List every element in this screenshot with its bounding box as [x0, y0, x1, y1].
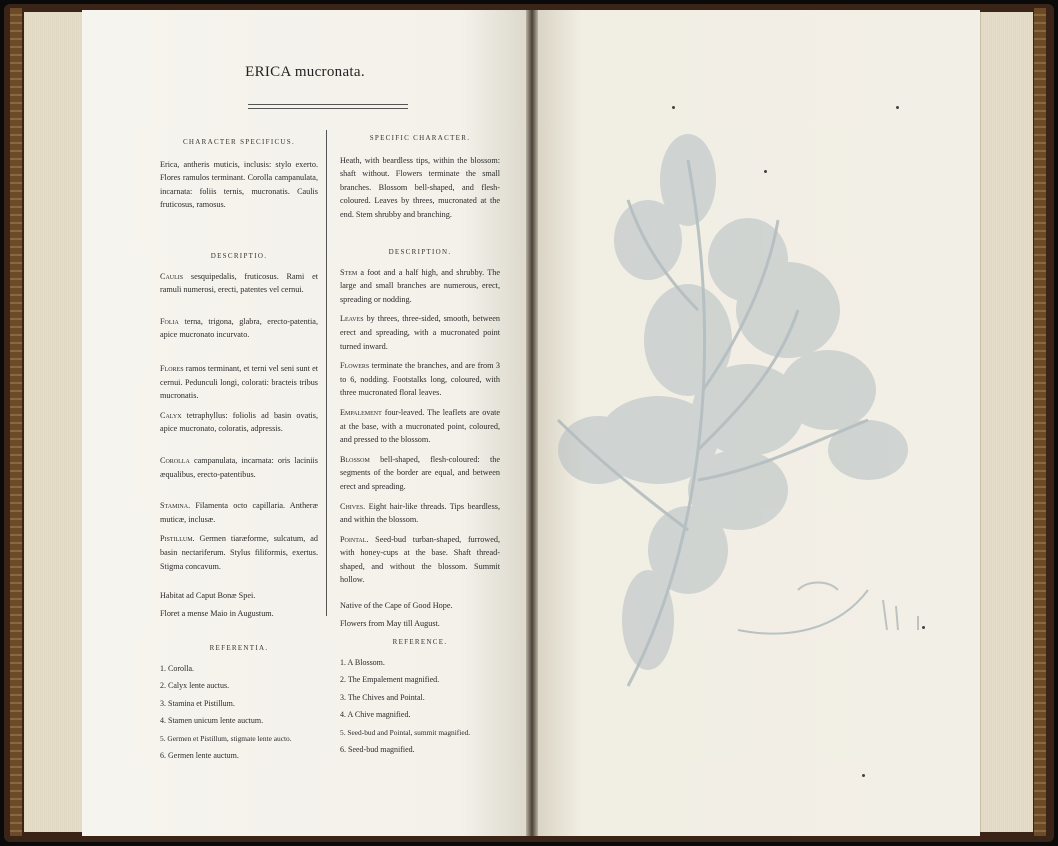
latin-folia-term: Folia: [160, 316, 179, 326]
plate-page: [538, 10, 980, 836]
english-flowering: Flowers from May till August.: [340, 618, 440, 628]
english-pointal-term: Pointal.: [340, 534, 369, 544]
latin-calyx-term: Calyx: [160, 410, 182, 420]
text-page: [82, 10, 528, 836]
foxing-spot: [862, 774, 865, 777]
latin-stamina-term: Stamina.: [160, 501, 191, 511]
english-character-text: Heath, with beardless tips, within the blossom: shaft without. Flowers terminate the small branches. Blossom bell-shaped, and flesh-coloured. Leaves by threes, mucronated at the end. Stem shrubby and branching.: [340, 155, 500, 219]
latin-character-heading: CHARACTER SPECIFICUS.: [182, 138, 296, 146]
english-description-block: [340, 246, 500, 630]
english-character-heading: SPECIFIC CHARACTER.: [369, 134, 471, 142]
foxing-spot: [922, 626, 925, 629]
latin-pistillum: [160, 532, 318, 573]
english-leaves: [340, 312, 500, 353]
latin-flores: [160, 362, 318, 403]
book-gutter: [526, 10, 538, 836]
latin-ref-item: 5. Germen et Pistillum, stigmate lente aucto.: [160, 733, 292, 743]
english-ref-item: 6. Seed-bud magnified.: [340, 745, 415, 755]
english-empalement-term: Empalement: [340, 407, 382, 417]
latin-description-block: [160, 250, 318, 620]
latin-stamina: [160, 499, 318, 526]
english-ref-item: 3. The Chives and Pointal.: [340, 692, 425, 702]
column-divider: [326, 130, 327, 616]
english-stem-term: Stem: [340, 267, 358, 277]
english-ref-item: 2. The Empalement magnified.: [340, 675, 440, 685]
english-blossom: [340, 453, 500, 494]
heath-branch-illustration-icon: [538, 10, 980, 836]
latin-reference-block: [160, 642, 318, 767]
page-title: ERICA mucronata.: [245, 64, 365, 80]
latin-ref-item: 2. Calyx lente auctus.: [160, 681, 230, 691]
english-leaves-text: by threes, three-sided, smooth, between erect and spreading, with a mucronated point turned inward.: [340, 314, 500, 351]
latin-flores-text: ramos terminant, et terni vel seni sunt et cernui. Pedunculi longi, colorati: bracteis tribus mucronatis.: [160, 363, 318, 401]
latin-calyx-text: tetraphyllus: foliolis ad basin ovatis, apice mucronato, coloratis, adpressis.: [160, 410, 318, 434]
latin-corolla-term: Corolla: [160, 455, 190, 465]
book-spine-edge-right: [1034, 8, 1046, 836]
latin-calyx: [160, 409, 318, 436]
english-empalement-text: four-leaved. The leaflets are ovate at the base, with a mucronated point, coloured, and pressed to the blossom.: [340, 407, 500, 445]
english-ref-list: [340, 656, 500, 761]
english-description-heading: DESCRIPTION.: [388, 248, 452, 256]
latin-flores-term: Flores: [160, 363, 184, 373]
english-pointal-text: Seed-bud turban-shaped, furrowed, with honey-cups at the base. Shaft thread-shaped, and without the blossom. Summit hollow.: [340, 534, 500, 585]
latin-ref-heading: REFERENTIA.: [209, 644, 269, 652]
book-spine-edge-left: [10, 8, 22, 836]
latin-caulis-term: Caulis: [160, 271, 184, 281]
title-rule: [248, 104, 408, 109]
latin-ref-item: 6. Germen lente auctum.: [160, 751, 239, 761]
latin-ref-item: 4. Stamen unicum lente auctum.: [160, 716, 264, 726]
english-pointal: [340, 533, 500, 587]
english-reference-block: [340, 636, 500, 761]
english-flowers-term: Flowers: [340, 361, 370, 371]
latin-character-text: Erica, antheris muticis, inclusis: stylo exerto. Flores ramulos terminant. Corolla campanulata, incarnata: foliis ternis, mucronatis. Caulis fruticosus, ramosus.: [160, 159, 318, 210]
english-flowers: [340, 359, 500, 400]
english-ref-item: 5. Seed-bud and Pointal, summit magnified.: [340, 727, 471, 737]
latin-habitat: Habitat ad Caput Bonæ Spei.: [160, 591, 256, 601]
latin-caulis: [160, 270, 318, 297]
foxing-spot: [672, 106, 675, 109]
latin-caulis-text: sesquipedalis, fruticosus. Rami et ramuli numerosi, erecti, patentes vel cernui.: [160, 271, 318, 295]
english-leaves-term: Leaves: [340, 314, 364, 324]
latin-corolla: [160, 454, 318, 481]
latin-descriptio-heading: DESCRIPTIO.: [210, 252, 268, 260]
latin-ref-item: 1. Corolla.: [160, 663, 194, 673]
latin-corolla-text: campanulata, incarnata: oris laciniis æqualibus, erecto-patentibus.: [160, 455, 318, 479]
english-ref-item: 1. A Blossom.: [340, 657, 385, 667]
latin-ref-item: 3. Stamina et Pistillum.: [160, 698, 235, 708]
english-character-block: [340, 132, 500, 222]
page-stack-left: [24, 12, 83, 832]
english-ref-heading: REFERENCE.: [392, 638, 448, 646]
english-ref-item: 4. A Chive magnified.: [340, 710, 411, 720]
english-blossom-text: bell-shaped, flesh-coloured: the segments of the border are equal, and between erect and spreading.: [340, 454, 500, 491]
latin-ref-list: [160, 662, 318, 767]
latin-stamina-text: Filamenta octo capillaria. Antheræ muticæ, inclusæ.: [160, 501, 318, 524]
english-chives-text: Eight hair-like threads. Tips beardless, and within the blossom.: [340, 501, 500, 525]
page-stack-right: [980, 12, 1033, 832]
english-stem-text: a foot and a half high, and shrubby. The large and small branches are numerous, erect, spreading or nodding.: [340, 267, 500, 304]
latin-pistillum-text: Germen tiaræforme, sulcatum, ad basin nectariferum. Stylus filiformis, exertus. Stigma concavum.: [160, 534, 318, 571]
english-native: Native of the Cape of Good Hope.: [340, 601, 453, 611]
english-blossom-term: Blossom: [340, 454, 370, 464]
latin-character-block: [160, 136, 318, 212]
english-chives: [340, 500, 500, 527]
foxing-spot: [764, 170, 767, 173]
english-stem: [340, 266, 500, 307]
latin-floret: Floret a mense Maio in Augustum.: [160, 608, 274, 618]
foxing-spot: [896, 106, 899, 109]
english-flowers-text: terminate the branches, and are from 3 to 6, nodding. Footstalks long, coloured, with three mucronated floral leaves.: [340, 361, 500, 398]
latin-pistillum-term: Pistillum.: [160, 534, 195, 544]
latin-folia: [160, 315, 318, 342]
english-chives-term: Chives.: [340, 501, 366, 511]
latin-folia-text: terna, trigona, glabra, erecto-patentia, apice mucronato incurvato.: [160, 316, 318, 340]
english-empalement: [340, 406, 500, 447]
